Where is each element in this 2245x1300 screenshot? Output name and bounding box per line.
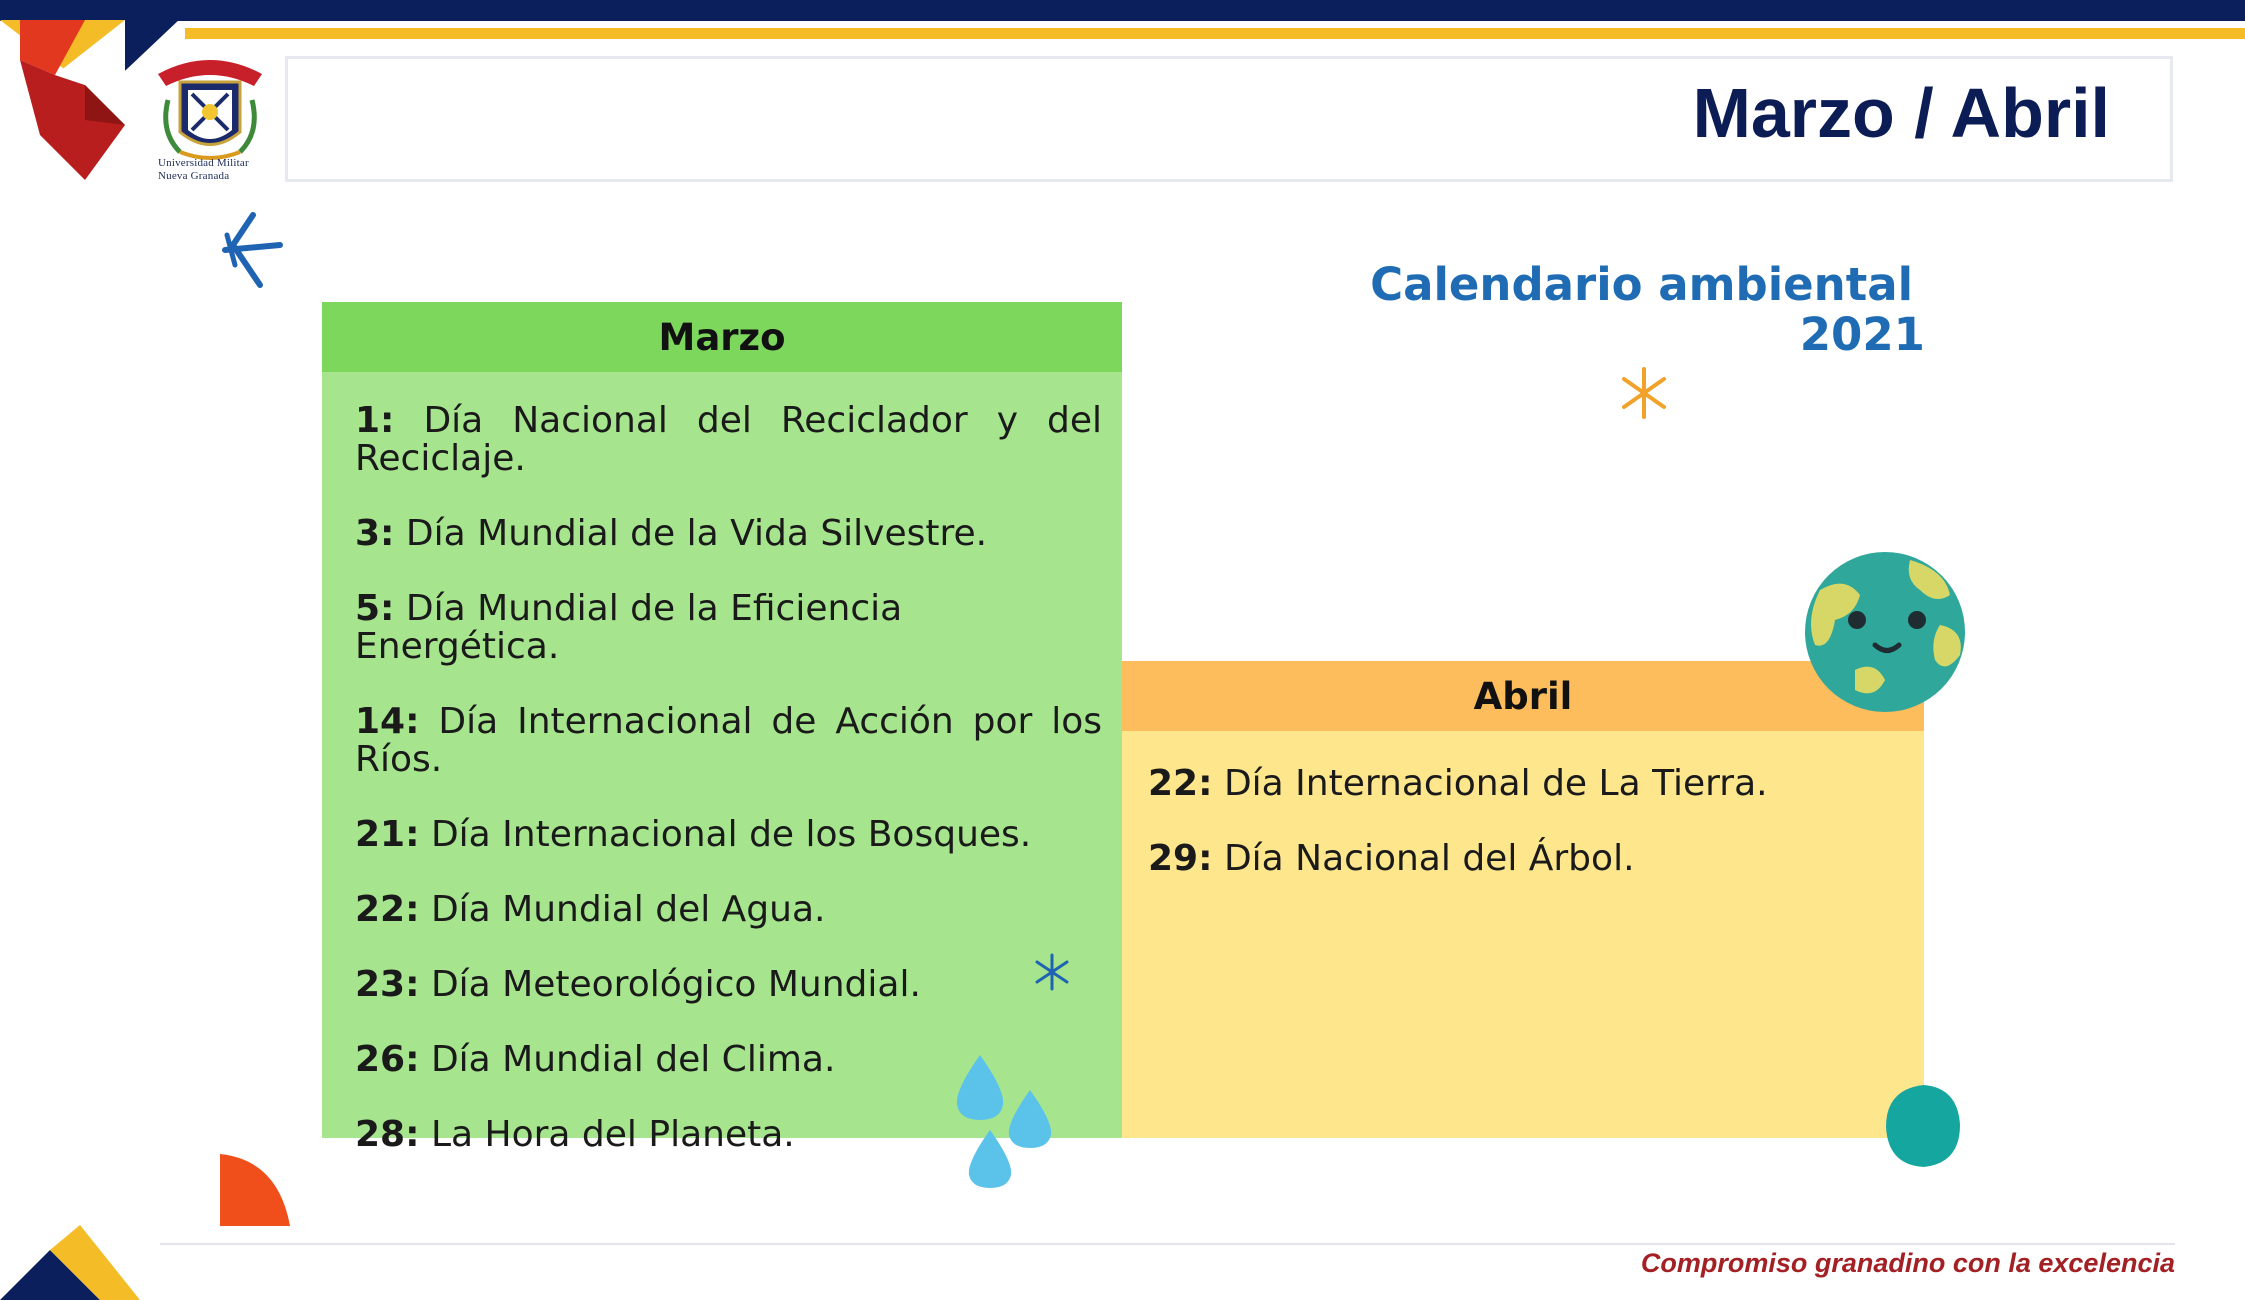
top-gold-bar bbox=[185, 28, 2245, 39]
abril-panel bbox=[1122, 661, 1924, 1138]
event-text: Día Mundial del Clima. bbox=[430, 1039, 836, 1080]
marzo-event-14 bbox=[355, 703, 1102, 779]
event-text: Día Nacional del Reciclador y del Reciclaje. bbox=[355, 400, 1102, 479]
orange-sparkle-icon bbox=[1618, 365, 1670, 421]
corner-bottom-decoration bbox=[0, 1225, 150, 1300]
marzo-event-list bbox=[322, 372, 1122, 1154]
university-logo-text bbox=[158, 157, 268, 183]
event-day: 22: bbox=[355, 889, 420, 930]
event-text: Día Mundial de la Vida Silvestre. bbox=[405, 513, 988, 554]
event-text: Día Mundial del Agua. bbox=[430, 889, 826, 930]
event-day: 1: bbox=[355, 400, 395, 441]
marzo-event-1 bbox=[355, 402, 1102, 478]
logo-text-line1: Universidad Militar bbox=[158, 157, 249, 169]
event-day: 22: bbox=[1148, 763, 1213, 804]
logo-text-line2: Nueva Granada bbox=[158, 170, 230, 182]
event-day: 23: bbox=[355, 964, 420, 1005]
marzo-event-23 bbox=[355, 966, 1102, 1004]
marzo-heading: Marzo bbox=[322, 302, 1122, 372]
event-text: Día Internacional de Acción por los Ríos. bbox=[355, 701, 1102, 780]
top-navy-bar bbox=[0, 0, 2245, 21]
event-text: La Hora del Planeta. bbox=[430, 1114, 795, 1155]
marzo-event-21 bbox=[355, 816, 1102, 854]
abril-event-22 bbox=[1148, 765, 1904, 803]
marzo-event-3 bbox=[355, 515, 1102, 553]
footer-tagline: Compromiso granadino con la excelencia bbox=[1640, 1248, 2175, 1278]
event-day: 3: bbox=[355, 513, 395, 554]
event-day: 5: bbox=[355, 588, 395, 629]
abril-event-list bbox=[1122, 731, 1924, 878]
event-day: 26: bbox=[355, 1039, 420, 1080]
marzo-panel bbox=[322, 302, 1122, 1155]
abril-heading: Abril bbox=[1122, 661, 1924, 731]
water-drops-icon bbox=[955, 1050, 1055, 1200]
marzo-event-22 bbox=[355, 891, 1102, 929]
blue-sparkle-icon bbox=[1032, 952, 1072, 992]
footer-divider bbox=[160, 1243, 2175, 1245]
title-box bbox=[285, 56, 2173, 182]
subtitle-line1: Calendario ambiental bbox=[1370, 258, 1913, 311]
event-text: Día Nacional del Árbol. bbox=[1223, 838, 1635, 879]
event-day: 29: bbox=[1148, 838, 1213, 879]
event-text: Día Internacional de La Tierra. bbox=[1223, 763, 1768, 804]
abril-event-29 bbox=[1148, 840, 1904, 878]
event-day: 21: bbox=[355, 814, 420, 855]
marzo-event-5 bbox=[355, 590, 1102, 666]
blue-doodle-icon bbox=[215, 210, 285, 295]
subtitle-year: 2021 bbox=[1799, 308, 1925, 361]
page-title: Marzo / Abril bbox=[1692, 74, 2110, 152]
calendar-subtitle bbox=[1325, 260, 1925, 360]
event-text: Día Internacional de los Bosques. bbox=[430, 814, 1032, 855]
event-text: Día Meteorológico Mundial. bbox=[430, 964, 921, 1005]
earth-icon bbox=[1800, 550, 1970, 715]
event-day: 14: bbox=[355, 701, 420, 742]
event-text: Día Mundial de la Eficiencia Energética. bbox=[355, 588, 903, 667]
event-day: 28: bbox=[355, 1114, 420, 1155]
teal-circle-icon bbox=[1884, 1083, 1962, 1169]
orange-quarter-shape-icon bbox=[218, 1152, 292, 1228]
